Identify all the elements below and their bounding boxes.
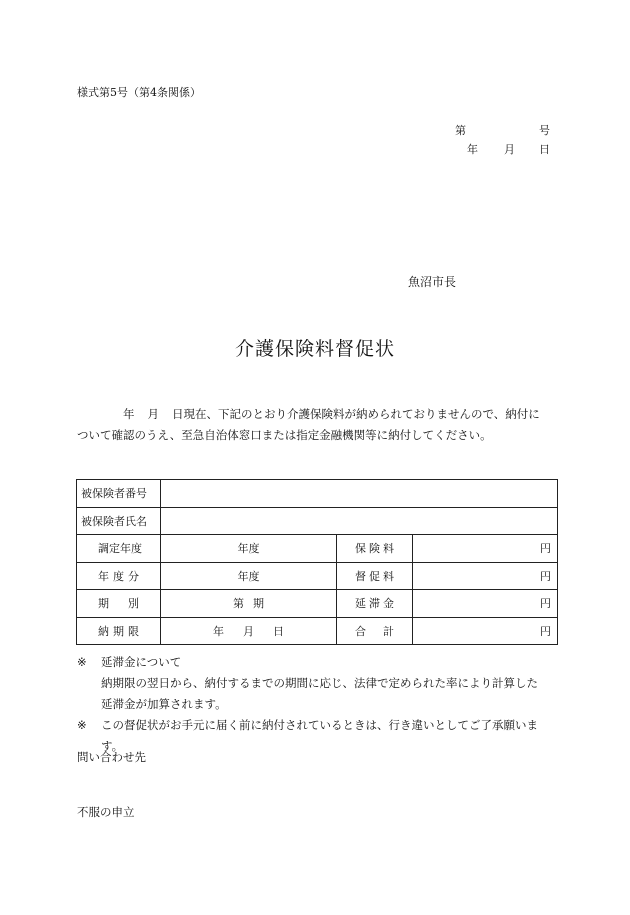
issue-date-month: 月: [504, 143, 515, 156]
note-text-line: 延滞金が加算されます。: [101, 697, 227, 711]
note-text-line: この督促状がお手元に届く前に納付されているときは、行き違いとしてご了承願いま: [101, 718, 538, 732]
document-title: 介護保険料督促状: [234, 338, 395, 360]
insured-name-label: 被保険者氏名: [77, 507, 161, 535]
reminder-fee-label: 督 促 料: [337, 562, 413, 590]
body-paragraph: [77, 404, 557, 446]
note-text-line: す。: [101, 739, 124, 753]
late-fee-label: 延 滞 金: [337, 590, 413, 618]
note-already-paid: [77, 715, 557, 757]
form-number: 様式第5号（第4条関係）: [77, 86, 201, 99]
table-row: [77, 562, 558, 590]
body-line-1-text: 日現在、下記のとおり介護保険料が納められておりませんので、納付に: [172, 407, 540, 421]
document-number-suffix: 号: [539, 124, 550, 137]
installment-value: 第 期: [161, 590, 337, 618]
assessment-year-value: 年度: [161, 535, 337, 563]
reminder-fee-amount: 円: [413, 562, 558, 590]
document-number-prefix: 第: [455, 124, 466, 137]
body-month: 月: [147, 407, 159, 421]
body-line-2: ついて確認のうえ、至急自治体窓口または指定金融機関等に納付してください。: [77, 428, 492, 442]
issue-date-year: 年: [467, 143, 478, 156]
table-row: [77, 480, 558, 508]
document-number: [455, 122, 550, 137]
table-row: [77, 535, 558, 563]
late-fee-amount: 円: [413, 590, 558, 618]
note-heading: 延滞金について: [101, 655, 182, 669]
table-row: [77, 507, 558, 535]
body-line-1: [77, 404, 557, 425]
notes-section: [77, 652, 557, 757]
issuer-name: 魚沼市長: [408, 275, 457, 289]
note-late-fee: [77, 652, 557, 715]
insured-name-value[interactable]: [161, 507, 558, 535]
total-amount: 円: [413, 617, 558, 645]
premium-table: [76, 479, 558, 645]
premium-amount: 円: [413, 535, 558, 563]
contact-label: 問い合わせ先: [77, 750, 146, 764]
insured-number-label: 被保険者番号: [77, 480, 161, 508]
premium-label: 保 険 料: [337, 535, 413, 563]
table-row: [77, 590, 558, 618]
fiscal-year-value: 年度: [161, 562, 337, 590]
due-date-label: 納 期 限: [77, 617, 161, 645]
installment-label: 期 別: [77, 590, 161, 618]
table-row: [77, 617, 558, 645]
assessment-year-label: 調 定 年 度: [77, 535, 161, 563]
issue-date: [467, 141, 550, 156]
objection-label: 不服の申立: [77, 805, 135, 819]
note-mark: ※: [77, 655, 87, 669]
issue-date-day: 日: [539, 143, 550, 156]
total-label: 合 計: [337, 617, 413, 645]
fiscal-year-label: 年 度 分: [77, 562, 161, 590]
note-text-line: 納期限の翌日から、納付するまでの期間に応じ、法律で定められた率により計算した: [101, 676, 538, 690]
note-mark: ※: [77, 718, 87, 732]
due-date-value: 年 月 日: [161, 617, 337, 645]
insured-number-value[interactable]: [161, 480, 558, 508]
body-year: 年: [123, 407, 135, 421]
